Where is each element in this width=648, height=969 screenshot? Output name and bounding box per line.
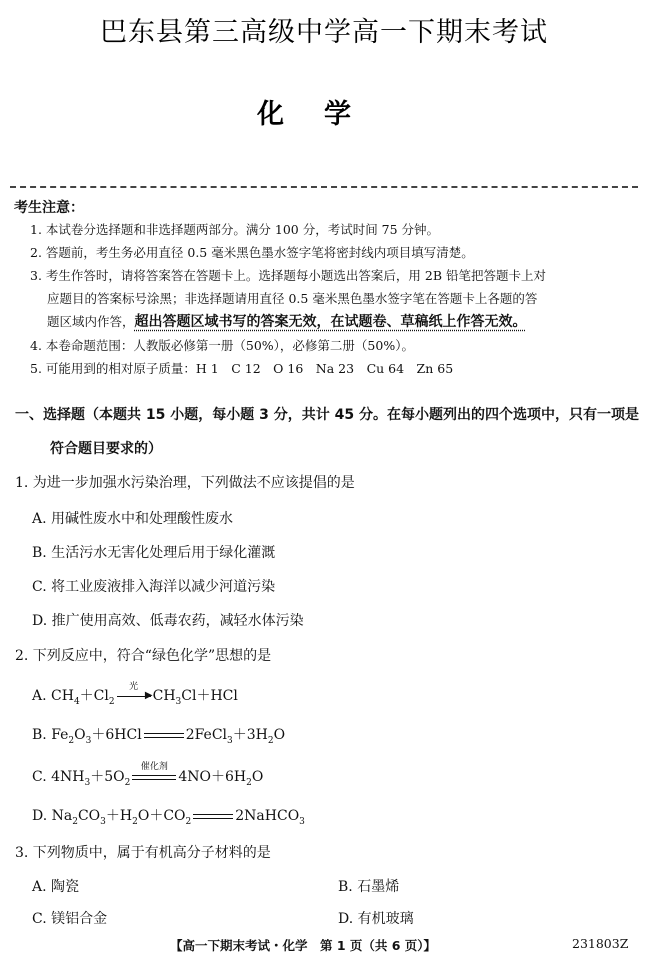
footer-code: 231803Z — [572, 936, 629, 951]
q2-option-c — [32, 762, 264, 788]
q2a-text-1: A. CH — [32, 688, 74, 704]
notice-list — [16, 218, 636, 380]
q2c-s3: 2 — [246, 777, 252, 788]
question-3-stem: 3. 下列物质中，属于有机高分子材料的是 — [15, 845, 271, 861]
q2c-condition: 催化剂 — [140, 762, 168, 772]
divider — [10, 186, 638, 188]
q3-option-a: A. 陶瓷 — [32, 879, 80, 895]
q2d-s4: 2 — [185, 816, 192, 827]
q2b-s3: 3 — [227, 735, 233, 746]
q2b-s2: 3 — [85, 735, 92, 746]
q2b-t2: O — [74, 727, 86, 743]
notice-heading: 考生注意： — [14, 200, 84, 216]
notice-item-2: 2. 答题前，考生务必用直径 0.5 毫米黑色墨水签字笔将密封线内项目填写清楚。 — [30, 245, 474, 260]
reaction-arrow: 光 ▶ — [117, 690, 151, 702]
q2c-s2: 2 — [124, 777, 131, 788]
notice-item-5: 5. 可能用到的相对原子质量：H 1 C 12 O 16 Na 23 Cu 64 Zn 65 — [30, 361, 454, 376]
subject-title: 化学 — [257, 99, 391, 130]
q2c-t4: O — [251, 769, 264, 785]
q2b-t1: B. Fe — [32, 727, 69, 743]
q2c-s1: 3 — [84, 777, 91, 788]
q3-option-d: D. 有机玻璃 — [338, 911, 414, 927]
section-heading — [15, 398, 643, 466]
q2a-text-2: ＋Cl — [79, 688, 109, 704]
section-line-2: 符合题目要求的） — [50, 441, 162, 457]
footer-page-info: 【高一下期末考试・化学 第 1 页（共 6 页）】 — [170, 938, 437, 953]
equals-sign — [144, 729, 184, 741]
q2d-t2: CO — [77, 808, 101, 824]
exam-title: 巴东县第三高级中学高一下期末考试 — [100, 17, 548, 48]
q2-option-a — [32, 682, 238, 707]
section-line-1: 一、选择题（本题共 15 小题，每小题 3 分，共计 45 分。在每小题列出的四个选项中，只有一项是 — [15, 407, 639, 423]
notice-item-3: 3. 考生作答时，请将答案答在答题卡上。选择题每小题选出答案后，用 2B 铅笔把答题卡上对 — [30, 268, 546, 283]
notice-item-3-emphasis: 超出答题区域书写的答案无效，在试题卷、草稿纸上作答无效。 — [134, 314, 527, 330]
q1-option-a: A. 用碱性废水中和处理酸性废水 — [32, 511, 234, 527]
catalyst-equals-sign — [132, 762, 176, 783]
q1-option-b: B. 生活污水无害化处理后用于绿化灌溉 — [32, 545, 276, 561]
q2d-t3: ＋H — [105, 808, 133, 824]
notice-item-3-cont: 应题目的答案标号涂黑；非选择题请用直径 0.5 毫米黑色墨水签字笔在答题卡上各题的答 — [47, 291, 538, 306]
q1-option-c: C. 将工业废液排入海洋以减少河道污染 — [32, 579, 276, 595]
question-1-stem: 1. 为进一步加强水污染治理，下列做法不应该提倡的是 — [15, 475, 355, 491]
q2b-t5: ＋3H — [232, 727, 268, 743]
q2a-sub-1: 4 — [73, 696, 80, 707]
q2c-t2: ＋5O — [90, 769, 125, 785]
question-2-stem: 2. 下列反应中，符合“绿色化学”思想的是 — [15, 648, 272, 664]
q2d-t4: O＋CO — [137, 808, 186, 824]
q2a-sub-2: 2 — [108, 696, 115, 707]
notice-item-3-prefix: 题区域内作答， — [47, 314, 135, 329]
q2b-t6: O — [273, 727, 286, 743]
q2d-t1: D. Na — [32, 808, 73, 824]
q2d-s5: 3 — [299, 816, 305, 827]
q2a-condition: 光 — [129, 682, 139, 692]
q2d-t5: 2NaHCO — [235, 808, 300, 824]
q2-option-b — [32, 724, 285, 746]
q2-option-d — [32, 805, 305, 827]
q2a-sub-3: 3 — [175, 696, 182, 707]
q2d-s1: 2 — [72, 816, 78, 827]
notice-item-3-cont2 — [16, 310, 636, 334]
q2c-t1: C. 4NH — [32, 769, 85, 785]
q2b-s1: 2 — [68, 735, 75, 746]
q2b-t3: ＋6HCl — [91, 727, 142, 743]
q3-option-b: B. 石墨烯 — [338, 879, 400, 895]
q2d-s3: 2 — [132, 816, 138, 827]
equals-sign-2 — [193, 810, 233, 822]
q2a-text-3: CH — [152, 688, 176, 704]
notice-item-4: 4. 本卷命题范围：人教版必修第一册（50%），必修第二册（50%）。 — [30, 338, 414, 353]
q2a-text-4: Cl＋HCl — [181, 688, 238, 704]
q3-option-c: C. 镁铝合金 — [32, 911, 108, 927]
q2b-s4: 2 — [267, 735, 274, 746]
q1-option-d: D. 推广使用高效、低毒农药，减轻水体污染 — [32, 613, 304, 629]
notice-item-1: 1. 本试卷分选择题和非选择题两部分。满分 100 分，考试时间 75 分钟。 — [30, 222, 440, 237]
q2b-t4: 2FeCl — [185, 727, 228, 743]
q2d-s2: 3 — [100, 816, 106, 827]
q2c-t3: 4NO＋6H — [178, 769, 247, 785]
